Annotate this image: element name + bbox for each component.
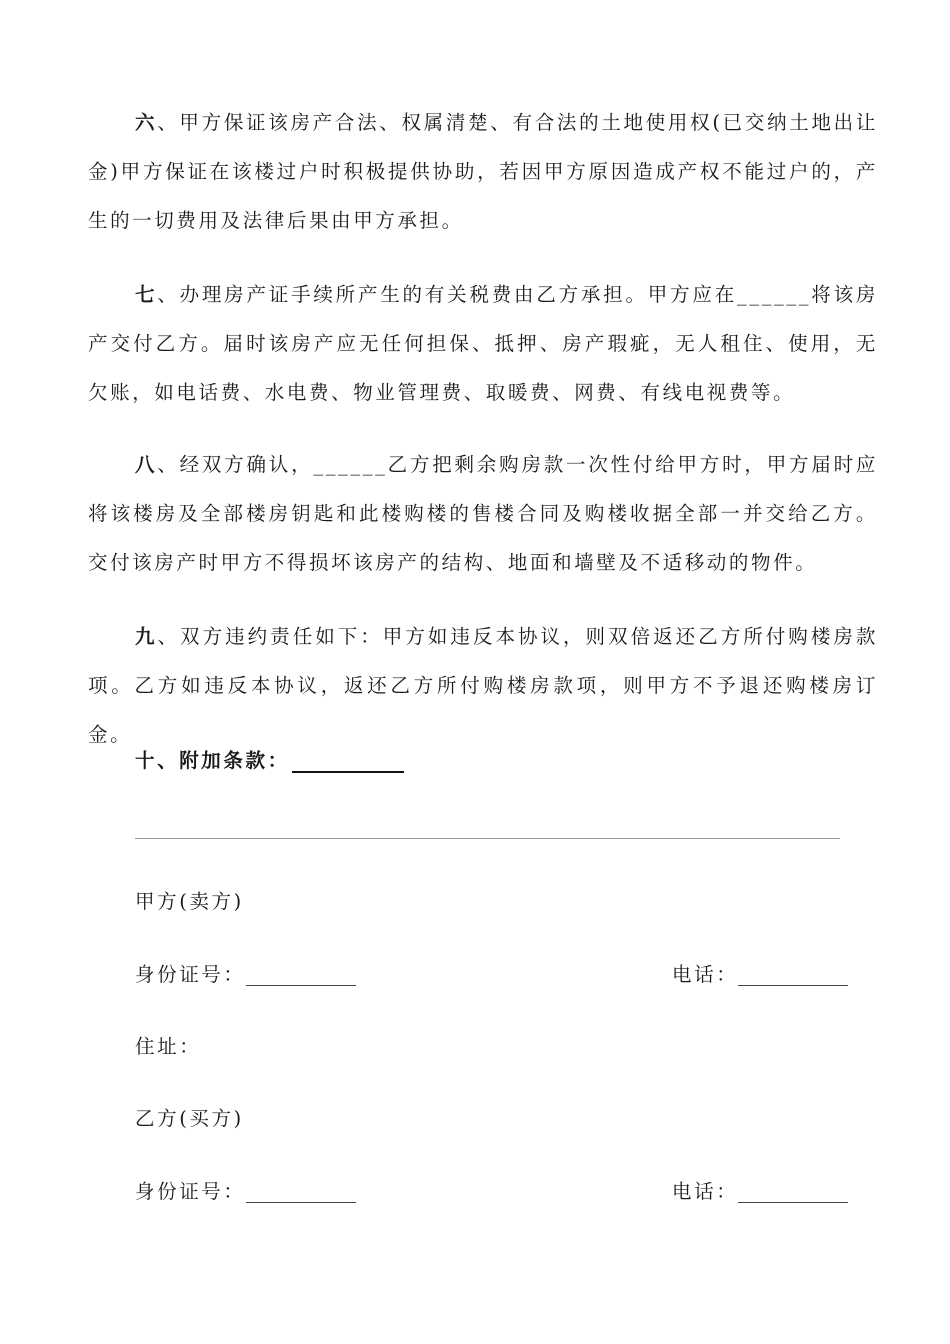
party-b-phone-blank[interactable] [738, 1182, 848, 1203]
party-a-address-label: 住址： [135, 1035, 202, 1058]
party-b-id-field [135, 1177, 356, 1207]
clause-number: 八 [135, 453, 158, 476]
party-a-id-label: 身份证号： [135, 963, 246, 986]
party-b-phone-field [672, 1177, 848, 1207]
party-a-id-field [135, 960, 356, 990]
clause-seven [88, 270, 878, 417]
clause-text: 、经双方确认，______乙方把剩余购房款一次性付给甲方时，甲方届时应将该楼房及全部楼房钥匙和此楼购楼的售楼合同及购楼收据全部一并交给乙方。交付该房产时甲方不得损坏该房产的结构、地面和墙壁及不适移动的物件。 [88, 453, 878, 574]
clause-number: 六 [135, 111, 158, 134]
party-b-phone-label: 电话： [672, 1180, 739, 1203]
party-a-title: 甲方(卖方) [135, 890, 244, 913]
additional-terms [135, 736, 404, 785]
clause-number: 九 [135, 625, 158, 648]
section-divider [135, 838, 840, 839]
party-a-phone-blank[interactable] [738, 965, 848, 986]
clause-text: 、双方违约责任如下：甲方如违反本协议，则双倍返还乙方所付购楼房款项。乙方如违反本协议，返还乙方所付购楼房款项，则甲方不予退还购楼房订金。 [88, 625, 878, 746]
additional-terms-label: 十、附加条款： [135, 749, 290, 772]
clause-number: 七 [135, 283, 158, 306]
clause-eight [88, 440, 878, 587]
party-a-phone-label: 电话： [672, 963, 739, 986]
party-b-id-blank[interactable] [246, 1182, 356, 1203]
party-b-title: 乙方(买方) [135, 1107, 244, 1130]
clause-text: 、甲方保证该房产合法、权属清楚、有合法的土地使用权(已交纳土地出让金)甲方保证在该楼过户时积极提供协助，若因甲方原因造成产权不能过户的，产生的一切费用及法律后果由甲方承担。 [88, 111, 878, 232]
additional-terms-blank[interactable] [292, 749, 404, 773]
clause-six [88, 98, 878, 245]
clause-text: 、办理房产证手续所产生的有关税费由乙方承担。甲方应在______将该房产交付乙方。届时该房产应无任何担保、抵押、房产瑕疵，无人租住、使用，无欠账，如电话费、水电费、物业管理费、取暖费、网费、有线电视费等。 [88, 283, 878, 404]
party-b-id-label: 身份证号： [135, 1180, 246, 1203]
party-a-id-blank[interactable] [246, 965, 356, 986]
party-a-phone-field [672, 960, 848, 990]
